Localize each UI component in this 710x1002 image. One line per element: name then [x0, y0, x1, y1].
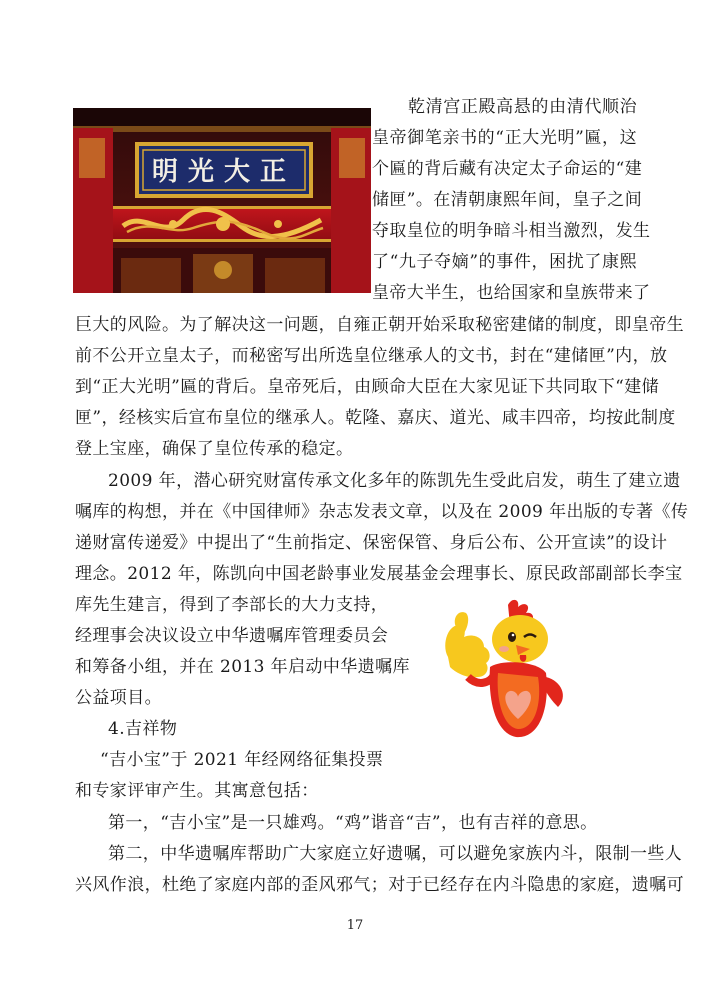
- rooster-mascot-illustration: [438, 597, 583, 747]
- paragraph-2-line: 经理事会决议设立中华遗嘱库管理委员会: [75, 626, 389, 646]
- paragraph-3-line: “吉小宝”于 2021 年经网络征集投票: [100, 750, 384, 770]
- paragraph-1-line: 巨大的风险。为了解决这一问题，自雍正朝开始采取秘密建储的制度，即皇帝生: [75, 315, 684, 335]
- paragraph-5-line: 第二，中华遗嘱库帮助广大家庭立好遗嘱，可以避免家族内斗，限制一些人: [108, 844, 683, 864]
- paragraph-1-line: 乾清宫正殿高悬的由清代顺治: [408, 97, 637, 117]
- paragraph-2-line: 理念。2012 年，陈凯向中国老龄事业发展基金会理事长、原民政部副部长李宝: [75, 564, 683, 584]
- paragraph-1-line: 到“正大光明”匾的背后。皇帝死后，由顾命大臣在大家见证下共同取下“建储: [75, 377, 660, 397]
- section-heading: 4.吉祥物: [108, 719, 178, 739]
- plaque-text: 明光大正: [151, 157, 297, 187]
- palace-photo: [73, 108, 371, 293]
- paragraph-1-line: 储匣”。在清朝康熙年间，皇子之间: [372, 190, 643, 210]
- paragraph-1-line: 匣”，经核实后宣布皇位的继承人。乾隆、嘉庆、道光、咸丰四帝，均按此制度: [75, 408, 676, 428]
- paragraph-2-line: 和筹备小组，并在 2013 年启动中华遗嘱库: [75, 657, 410, 677]
- paragraph-1-line: 皇帝大半生，也给国家和皇族带来了: [372, 283, 651, 303]
- page-number: 17: [346, 918, 364, 933]
- paragraph-1-line: 前不公开立皇太子，而秘密写出所选皇位继承人的文书，封在“建储匣”内，放: [75, 346, 668, 366]
- paragraph-1-line: 了“九子夺嫡”的事件，困扰了康熙: [372, 252, 637, 272]
- paragraph-2-line: 递财富传递爱》中提出了“生前指定、保密保管、身后公布、公开宣读”的设计: [75, 533, 668, 553]
- paragraph-2-line: 2009 年，潜心研究财富传承文化多年的陈凯先生受此启发，萌生了建立遗: [108, 471, 681, 491]
- paragraph-2-line: 库先生建言，得到了李部长的大力支持，: [75, 595, 389, 615]
- paragraph-1-line: 夺取皇位的明争暗斗相当激烈，发生: [372, 221, 651, 241]
- palace-illustration: [73, 108, 371, 293]
- paragraph-5-line: 兴风作浪，杜绝了家庭内部的歪风邪气；对于已经存在内斗隐患的家庭，遗嘱可: [75, 875, 684, 895]
- paragraph-4-line: 第一，“吉小宝”是一只雄鸡。“鸡”谐音“吉”，也有吉祥的意思。: [108, 813, 598, 833]
- paragraph-2-line: 公益项目。: [75, 688, 162, 708]
- paragraph-1-line: 登上宝座，确保了皇位传承的稳定。: [75, 439, 354, 459]
- paragraph-1-line: 皇帝御笔亲书的“正大光明”匾，这: [372, 128, 637, 148]
- paragraph-2-line: 嘱库的构想，并在《中国律师》杂志发表文章，以及在 2009 年出版的专著《传: [75, 502, 689, 522]
- paragraph-1-line: 个匾的背后藏有决定太子命运的“建: [372, 159, 643, 179]
- paragraph-3-line: 和专家评审产生。其寓意包括：: [75, 781, 319, 801]
